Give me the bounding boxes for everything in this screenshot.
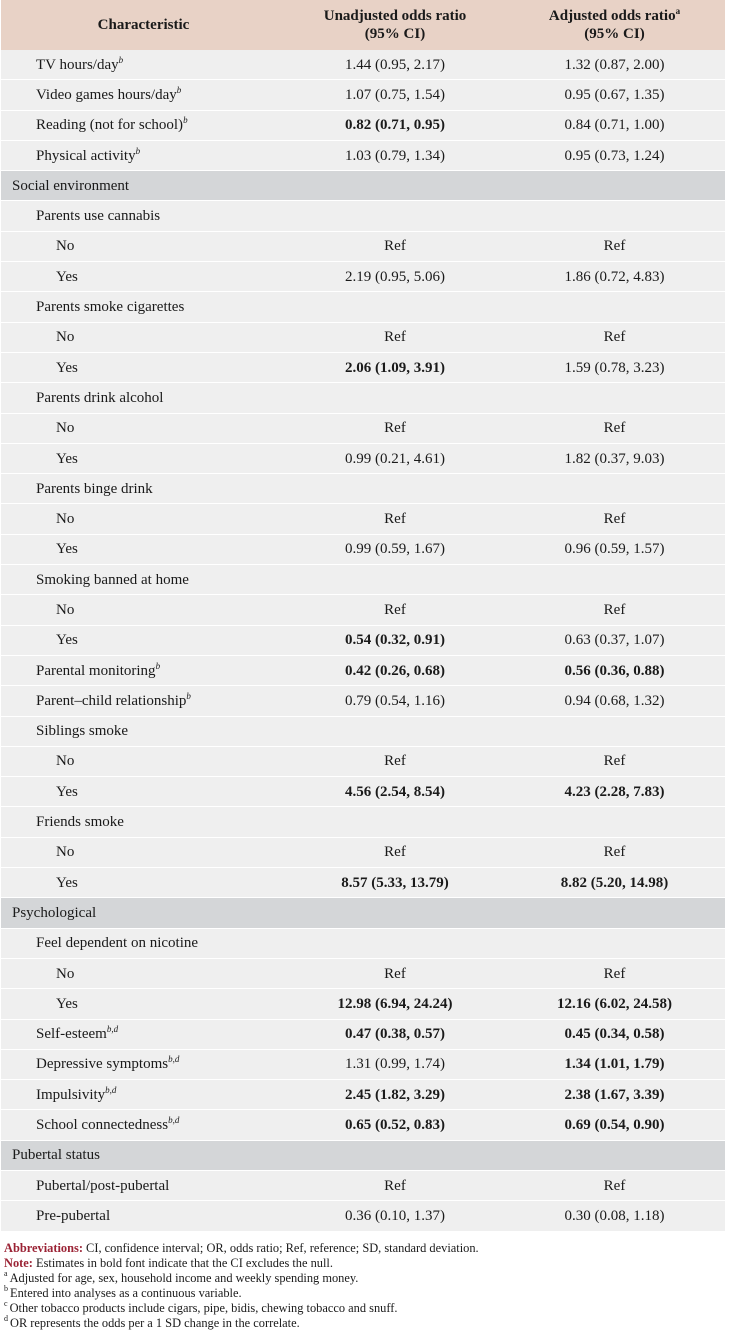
table-row [1,80,725,110]
unadjusted-or-cell: 0.82 (0.71, 0.95) [286,110,504,140]
adjusted-or-cell: 0.84 (0.71, 1.00) [504,110,725,140]
characteristic-cell [1,837,286,867]
adjusted-or-cell: 0.45 (0.34, 0.58) [504,1019,725,1049]
adjusted-or-cell: 0.56 (0.36, 0.88) [504,655,725,685]
characteristic-label: Reading (not for school) [36,117,184,134]
characteristic-cell [1,595,286,625]
footnote-mark: b,d [168,1054,180,1065]
unadjusted-or-cell: 2.06 (1.09, 3.91) [286,352,504,382]
table-row [1,686,725,716]
unadjusted-or-cell: 0.42 (0.26, 0.68) [286,655,504,685]
header-unadjusted [286,0,504,50]
table-row [1,989,725,1019]
section-label: Pubertal status [1,1140,725,1170]
characteristic-cell [1,322,286,352]
table-row [1,565,725,595]
unadjusted-or-cell [286,928,504,958]
adjusted-or-cell: 12.16 (6.02, 24.58) [504,989,725,1019]
unadjusted-or-cell: Ref [286,322,504,352]
abbreviations-text: CI, confidence interval; OR, odds ratio; Ref, reference; SD, standard deviation. [82,1240,479,1255]
footnote-d [4,1316,729,1331]
header-characteristic: Characteristic [1,0,286,50]
unadjusted-or-cell: 0.79 (0.54, 1.16) [286,686,504,716]
characteristic-label: Yes [56,359,78,376]
adjusted-or-cell: 0.95 (0.67, 1.35) [504,80,725,110]
characteristic-cell [1,1019,286,1049]
footnote-text: OR represents the odds per a 1 SD change in the correlate. [10,1315,300,1330]
table-row [1,1019,725,1049]
section-row [1,171,725,201]
adjusted-or-cell [504,565,725,595]
footnote-mark: b [4,1284,8,1294]
unadjusted-or-cell: 1.07 (0.75, 1.54) [286,80,504,110]
characteristic-label: Impulsivity [36,1086,106,1103]
characteristic-cell [1,534,286,564]
unadjusted-or-cell: 1.03 (0.79, 1.34) [286,140,504,170]
table-row [1,807,725,837]
table-row [1,474,725,504]
characteristic-cell [1,565,286,595]
unadjusted-or-cell: Ref [286,504,504,534]
characteristic-label: No [56,965,75,982]
table-row [1,868,725,898]
footnote-mark: a [4,1269,8,1279]
adjusted-or-cell: 1.34 (1.01, 1.79) [504,1049,725,1079]
table-row [1,1201,725,1231]
adjusted-or-cell: 1.59 (0.78, 3.23) [504,352,725,382]
unadjusted-or-cell: Ref [286,1170,504,1200]
footnote-mark: b [183,115,188,126]
characteristic-label: No [56,420,75,437]
table-row [1,504,725,534]
abbreviations-note [4,1241,729,1256]
bold-note [4,1256,729,1271]
unadjusted-or-cell: 8.57 (5.33, 13.79) [286,868,504,898]
table-row [1,837,725,867]
characteristic-label: Smoking banned at home [36,571,189,588]
characteristic-label: Pubertal/post-pubertal [36,1177,170,1194]
adjusted-or-cell: 1.86 (0.72, 4.83) [504,262,725,292]
footnote-b [4,1286,729,1301]
characteristic-cell [1,655,286,685]
characteristic-cell [1,1080,286,1110]
adjusted-or-cell: Ref [504,595,725,625]
table-row [1,383,725,413]
characteristic-cell [1,868,286,898]
table-row [1,140,725,170]
adjusted-or-cell: 0.30 (0.08, 1.18) [504,1201,725,1231]
characteristic-cell [1,201,286,231]
adjusted-or-cell: Ref [504,322,725,352]
table-row [1,1110,725,1140]
unadjusted-or-cell: 0.54 (0.32, 0.91) [286,625,504,655]
characteristic-label: Self-esteem [36,1026,107,1043]
characteristic-cell [1,110,286,140]
adjusted-or-cell [504,201,725,231]
table-row [1,625,725,655]
unadjusted-or-cell: Ref [286,837,504,867]
unadjusted-or-cell [286,474,504,504]
characteristic-cell [1,231,286,261]
adjusted-or-cell: 2.38 (1.67, 3.39) [504,1080,725,1110]
characteristic-label: TV hours/day [36,56,119,73]
table-row [1,352,725,382]
characteristic-cell [1,80,286,110]
header-adjusted-line1: Adjusted odds ratio [548,8,676,24]
header-adjusted-footnote-mark: a [675,6,681,16]
characteristic-cell [1,1201,286,1231]
adjusted-or-cell: 0.95 (0.73, 1.24) [504,140,725,170]
adjusted-or-cell: 0.94 (0.68, 1.32) [504,686,725,716]
footnote-mark: b [135,145,141,156]
unadjusted-or-cell: 12.98 (6.94, 24.24) [286,989,504,1019]
footnote-mark: b [186,690,191,701]
table-row [1,443,725,473]
characteristic-label: No [56,511,75,528]
characteristic-cell [1,443,286,473]
adjusted-or-cell: 8.82 (5.20, 14.98) [504,868,725,898]
table-row [1,1170,725,1200]
adjusted-or-cell [504,716,725,746]
footnote-mark: b,d [106,1024,119,1035]
characteristic-label: Parents smoke cigarettes [36,299,185,316]
characteristic-cell [1,504,286,534]
footnote-mark: b [118,54,124,65]
characteristic-cell [1,928,286,958]
unadjusted-or-cell: 4.56 (2.54, 8.54) [286,777,504,807]
unadjusted-or-cell: Ref [286,958,504,988]
footnote-mark: b,d [105,1084,117,1095]
adjusted-or-cell: 0.69 (0.54, 0.90) [504,1110,725,1140]
characteristic-label: Feel dependent on nicotine [36,935,199,952]
characteristic-cell [1,625,286,655]
unadjusted-or-cell: 1.44 (0.95, 2.17) [286,50,504,80]
section-label: Social environment [1,171,725,201]
characteristic-label: No [56,844,75,861]
footnote-mark: b,d [168,1115,180,1126]
adjusted-or-cell: 0.96 (0.59, 1.57) [504,534,725,564]
unadjusted-or-cell: Ref [286,413,504,443]
unadjusted-or-cell: 1.31 (0.99, 1.74) [286,1049,504,1079]
unadjusted-or-cell: Ref [286,746,504,776]
footnote-mark: b [176,84,182,95]
characteristic-label: School connectedness [36,1117,169,1134]
header-adjusted [504,0,725,50]
characteristic-label: Parents drink alcohol [36,389,164,406]
characteristic-cell [1,50,286,80]
unadjusted-or-cell [286,292,504,322]
unadjusted-or-cell [286,383,504,413]
table-row [1,928,725,958]
characteristic-label: Yes [56,268,78,285]
characteristic-cell [1,686,286,716]
unadjusted-or-cell: 0.47 (0.38, 0.57) [286,1019,504,1049]
adjusted-or-cell [504,474,725,504]
adjusted-or-cell [504,383,725,413]
footnote-text: Other tobacco products include cigars, pipe, bidis, chewing tobacco and snuff. [9,1300,398,1315]
footnote-text: Entered into analyses as a continuous variable. [10,1285,242,1300]
footnote-mark: b [155,660,161,671]
section-label: Psychological [1,898,725,928]
unadjusted-or-cell: 2.45 (1.82, 3.29) [286,1080,504,1110]
characteristic-label: Yes [56,541,78,558]
unadjusted-or-cell: 0.65 (0.52, 0.83) [286,1110,504,1140]
adjusted-or-cell: Ref [504,413,725,443]
characteristic-label: Video games hours/day [36,86,177,103]
characteristic-label: No [56,601,75,618]
adjusted-or-cell: Ref [504,231,725,261]
characteristic-label: Siblings smoke [36,723,129,740]
adjusted-or-cell: 4.23 (2.28, 7.83) [504,777,725,807]
table-row [1,1080,725,1110]
table-row [1,716,725,746]
note-label: Note: [4,1255,33,1270]
footnote-mark: c [4,1299,8,1309]
table-row [1,292,725,322]
table-body [1,50,725,1231]
adjusted-or-cell: Ref [504,1170,725,1200]
characteristic-cell [1,352,286,382]
characteristic-label: Yes [56,450,78,467]
unadjusted-or-cell: 0.36 (0.10, 1.37) [286,1201,504,1231]
table-row [1,1049,725,1079]
characteristic-cell [1,1170,286,1200]
characteristic-cell [1,383,286,413]
characteristic-cell [1,413,286,443]
unadjusted-or-cell: 0.99 (0.59, 1.67) [286,534,504,564]
characteristic-label: No [56,753,75,770]
table-row [1,201,725,231]
characteristic-label: Friends smoke [36,814,124,831]
characteristic-label: No [56,238,75,255]
characteristic-label: Yes [56,995,78,1012]
characteristic-cell [1,292,286,322]
unadjusted-or-cell [286,201,504,231]
table-row [1,322,725,352]
unadjusted-or-cell: 2.19 (0.95, 5.06) [286,262,504,292]
characteristic-cell [1,958,286,988]
characteristic-cell [1,777,286,807]
characteristic-cell [1,262,286,292]
table-row [1,655,725,685]
characteristic-label: Depressive symptoms [36,1056,169,1073]
characteristic-label: Physical activity [36,147,136,164]
odds-ratio-table [1,0,725,1232]
adjusted-or-cell: 0.63 (0.37, 1.07) [504,625,725,655]
table-row [1,777,725,807]
adjusted-or-cell [504,292,725,322]
adjusted-or-cell [504,928,725,958]
unadjusted-or-cell [286,716,504,746]
unadjusted-or-cell [286,565,504,595]
table-row [1,958,725,988]
unadjusted-or-cell: 0.99 (0.21, 4.61) [286,443,504,473]
characteristic-cell [1,746,286,776]
unadjusted-or-cell [286,807,504,837]
table-row [1,746,725,776]
table-row [1,595,725,625]
characteristic-label: Yes [56,783,78,800]
table-row [1,110,725,140]
table-header [1,0,725,50]
characteristic-cell [1,140,286,170]
adjusted-or-cell [504,807,725,837]
table-row [1,262,725,292]
table-notes [0,1241,729,1331]
characteristic-label: Pre-pubertal [36,1207,111,1224]
characteristic-cell [1,989,286,1019]
adjusted-or-cell: Ref [504,958,725,988]
table-row [1,413,725,443]
adjusted-or-cell: Ref [504,746,725,776]
section-row [1,898,725,928]
table-row [1,231,725,261]
characteristic-cell [1,1110,286,1140]
characteristic-label: Yes [56,874,78,891]
characteristic-cell [1,1049,286,1079]
unadjusted-or-cell: Ref [286,595,504,625]
characteristic-label: Parent–child relationship [36,692,187,709]
abbreviations-label: Abbreviations: [4,1240,83,1255]
characteristic-cell [1,807,286,837]
adjusted-or-cell: Ref [504,504,725,534]
characteristic-label: Yes [56,632,78,649]
adjusted-or-cell: 1.32 (0.87, 2.00) [504,50,725,80]
table-row [1,50,725,80]
characteristic-label: No [56,329,75,346]
table-row [1,534,725,564]
characteristic-cell [1,474,286,504]
adjusted-or-cell: Ref [504,837,725,867]
characteristic-label: Parental monitoring [36,662,156,679]
header-adjusted-line2: (95% CI) [584,26,645,42]
header-unadjusted-line2: (95% CI) [364,26,426,42]
characteristic-label: Parents use cannabis [36,208,161,225]
characteristic-cell [1,716,286,746]
section-row [1,1140,725,1170]
adjusted-or-cell: 1.82 (0.37, 9.03) [504,443,725,473]
header-unadjusted-line1: Unadjusted odds ratio [323,8,467,24]
footnote-c [4,1301,729,1316]
footnote-text: Adjusted for age, sex, household income and weekly spending money. [9,1270,359,1285]
unadjusted-or-cell: Ref [286,231,504,261]
characteristic-label: Parents binge drink [36,480,153,497]
footnote-a [4,1271,729,1286]
footnote-mark: d [4,1314,8,1324]
note-text: Estimates in bold font indicate that the CI excludes the null. [32,1255,333,1270]
